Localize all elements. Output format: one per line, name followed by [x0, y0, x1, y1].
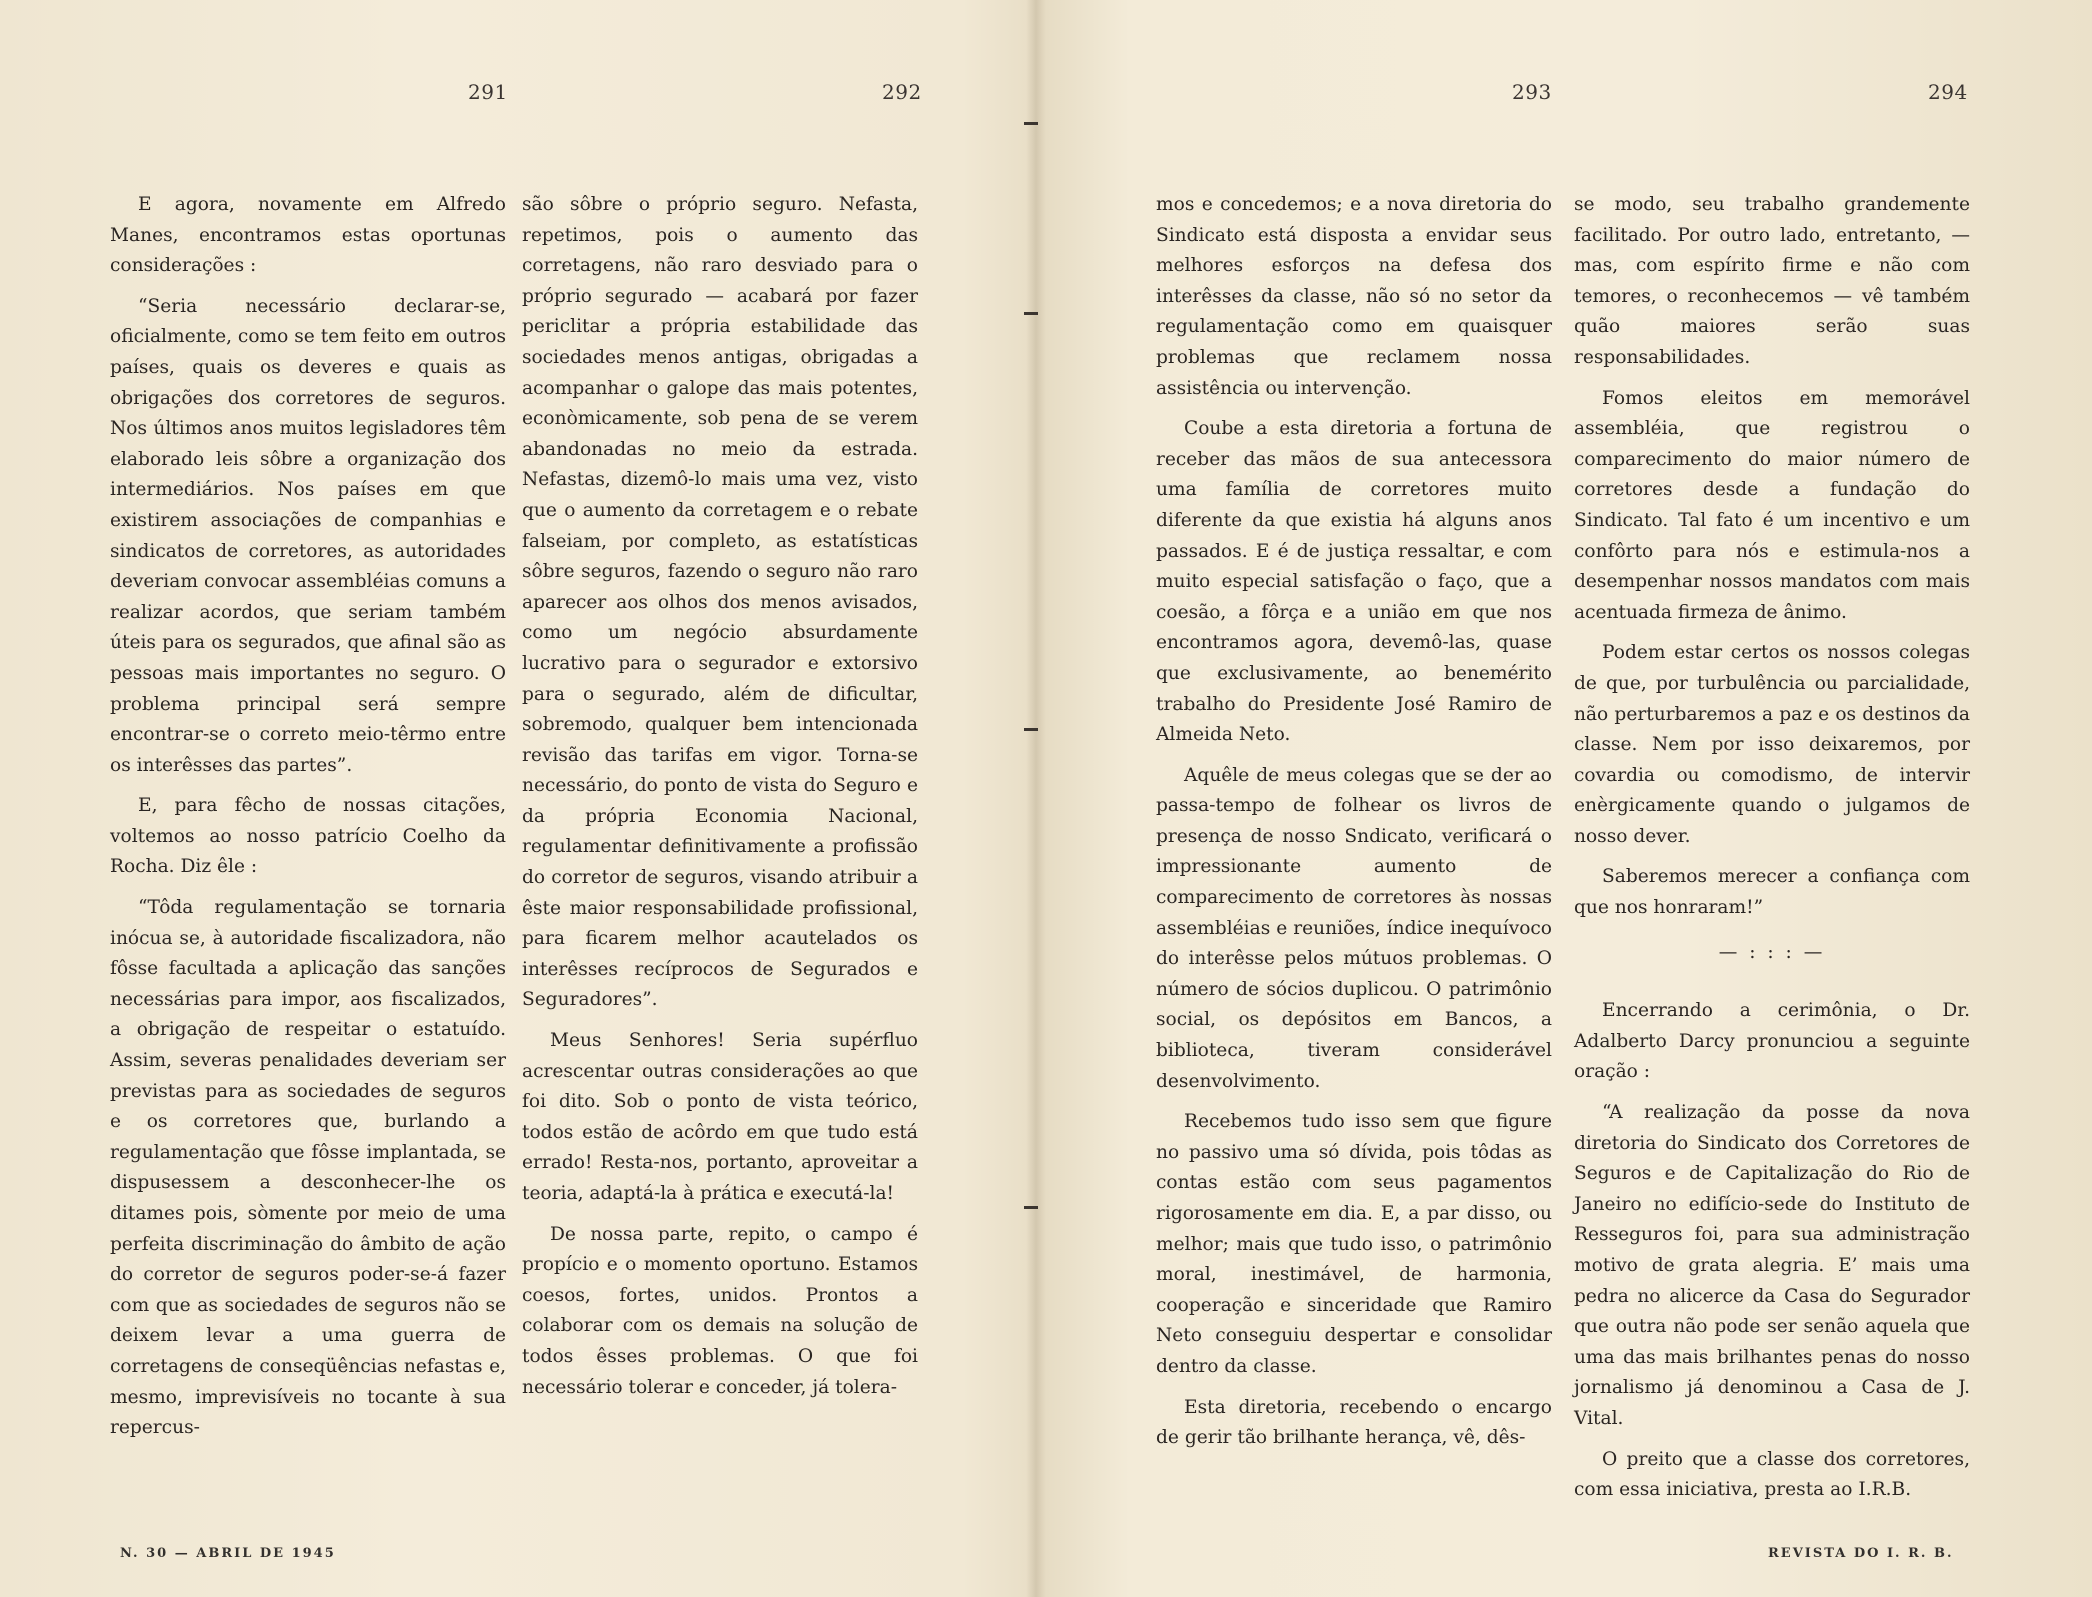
paragraph: “A realização da posse da nova diretoria do Sindicato dos Corretores de Seguros e de Capitalização do Rio de Janeiro no edifício-sede do Instituto de Resseguros foi, para sua administração motivo de grata alegria. E’ mais uma pedra no alicerce da Casa do Segurador que outra não pode ser senão aquela que uma das mais brilhantes penas do nosso jornalismo já denominou a Casa de J. Vital. [1574, 1102, 1970, 1429]
page-gutter [1026, 0, 1046, 1597]
paragraph: se modo, seu trabalho grandemente facilitado. Por outro lado, entretanto, — mas, com espírito firme e não com temores, o reconhecemos — vê também quão maiores serão suas responsabilidades. [1574, 194, 1970, 368]
paragraph: Podem estar certos os nossos colegas de que, por turbulência ou parcialidade, não perturbaremos a paz e os destinos da classe. Nem por isso deixaremos, por covardia ou comodismo, de intervir enèrgicamente quando o julgamos de nosso dever. [1574, 642, 1970, 847]
text-column-1 [110, 190, 506, 1454]
paragraph: Encerrando a cerimônia, o Dr. Adalberto Darcy pronunciou a seguinte oração : [1574, 1000, 1970, 1083]
paragraph: Fomos eleitos em memorável assembléia, que registrou o comparecimento do maior número de corretores desde a fundação do Sindicato. Tal fato é um incentivo e um confôrto para nós e estimula-nos a desempenhar nossos mandatos com mais acentuada firmeza de ânimo. [1574, 387, 1970, 623]
paragraph: Aquêle de meus colegas que se der ao passa-tempo de folhear os livros de presença de nosso Sndicato, verificará o impressionante aumento de comparecimento de corretores às nossas assembléias e reuniões, índice inequívoco do interêsse pelos mútuos problemas. O número de sócios duplicou. O patrimônio social, os depósitos em Bancos, a biblioteca, tiveram considerável desenvolvimento. [1156, 764, 1552, 1092]
footer-issue: N. 30 — ABRIL DE 1945 [120, 1546, 336, 1561]
margin-mark [1024, 1206, 1038, 1209]
paragraph: são sôbre o próprio seguro. Nefasta, repetimos, pois o aumento das corretagens, não raro desviado para o próprio segurado — acabará por fazer periclitar a própria estabilidade das sociedades menos antigas, obrigadas a acompanhar o galope das mais potentes, econòmicamente, sob pena de se verem abandonadas no meio da estrada. Nefastas, dizemô-lo mais uma vez, visto que o aumento da corretagem e o rebate falseiam, por completo, as estatísticas sôbre seguros, fazendo o seguro não raro aparecer aos olhos dos menos avisados, como um negócio absurdamente lucrativo para o segurador e extorsivo para o segurado, além de dificultar, sobremodo, qualquer bem intencionada revisão das tarifas em vigor. Torna-se necessário, do ponto de vista do Seguro e da própria Economia Nacional, regulamentar definitivamente a profissão do corretor de seguros, visando atribuir a êste maior responsabilidade profissional, para ficarem melhor acautelados os interêsses recíprocos de Segurados e Seguradores”. [522, 194, 918, 1011]
margin-mark [1024, 312, 1038, 315]
paragraph: Saberemos merecer a confiança com que nos honraram!” [1574, 866, 1970, 919]
paragraph: Recebemos tudo isso sem que figure no passivo uma só dívida, pois tôdas as contas estão com seus pagamentos rigorosamente em dia. E, a par disso, ou melhor; mais que tudo isso, o patrimônio moral, inestimável, de harmonia, cooperação e sinceridade que Ramiro Neto conseguiu despertar e consolidar dentro da classe. [1156, 1111, 1552, 1377]
page-number-293: 293 [1512, 80, 1552, 104]
text-column-2 [522, 190, 918, 1413]
page-number-291: 291 [468, 80, 508, 104]
footer-publication: REVISTA DO I. R. B. [1768, 1546, 1954, 1561]
paragraph: “Tôda regulamentação se tornaria inócua se, à autoridade fiscalizadora, não fôsse facultada a aplicação das sanções necessárias para impor, aos fiscalizados, a obrigação de respeitar o estatuído. Assim, severas penalidades deveriam ser previstas para as sociedades de seguros e os corretores que, burlando a regulamentação que fôsse implantada, se dispusessem a desconhecer-lhe os ditames pois, sòmente por meio de uma perfeita discriminação do âmbito de ação do corretor de seguros poder-se-á fazer com que as sociedades de seguros não se deixem levar a uma guerra de corretagens de conseqüências nefastas e, mesmo, imprevisíveis no tocante à sua repercus- [110, 897, 506, 1439]
paragraph: “Seria necessário declarar-se, oficialmente, como se tem feito em outros países, quais os deveres e quais as obrigações dos corretores de seguros. Nos últimos anos muitos legisladores têm elaborado leis sôbre a organização dos intermediários. Nos países em que existirem associações de companhias e sindicatos de corretores, as autoridades deveriam convocar assembléias comuns a realizar acordos, que seriam também úteis para os segurados, que afinal são as pessoas mais importantes no seguro. O problema principal será sempre encontrar-se o correto meio-têrmo entre os interêsses das partes”. [110, 295, 506, 776]
paragraph: Meus Senhores! Seria supérfluo acrescentar outras considerações ao que foi dito. Sob o ponto de vista teórico, todos estão de acôrdo em que tudo está errado! Resta-nos, portanto, aproveitar a teoria, adaptá-la à prática e executá-la! [522, 1030, 918, 1204]
margin-mark [1024, 728, 1038, 731]
section-separator: — : : : — [1718, 941, 1826, 963]
paragraph: E, para fêcho de nossas citações, voltemos ao nosso patrício Coelho da Rocha. Diz êle : [110, 795, 506, 878]
paragraph: O preito que a classe dos corretores, com essa iniciativa, presta ao I.R.B. [1574, 1448, 1970, 1501]
page-number-294: 294 [1928, 80, 1968, 104]
paragraph: Coube a esta diretoria a fortuna de receber das mãos de sua antecessora uma família de corretores muito diferente da que existia há alguns anos passados. E é de justiça ressaltar, e com muito especial satisfação o faço, que a coesão, a fôrça e a união em que nos encontramos agora, devemô-las, quase que exclusivamente, ao benemérito trabalho do Presidente José Ramiro de Almeida Neto. [1156, 418, 1552, 746]
page-number-292: 292 [882, 80, 922, 104]
text-column-3 [1156, 190, 1552, 1464]
text-column-4 [1574, 190, 1970, 1516]
paragraph: Esta diretoria, recebendo o encargo de gerir tão brilhante herança, vê, dês- [1156, 1396, 1552, 1449]
paragraph: mos e concedemos; e a nova diretoria do Sindicato está disposta a envidar seus melhores esforços na defesa dos interêsses da classe, não só no setor da regulamentação como em quaisquer problemas que reclamem nossa assistência ou intervenção. [1156, 194, 1552, 399]
paragraph: De nossa parte, repito, o campo é propício e o momento oportuno. Estamos coesos, fortes, unidos. Prontos a colaborar com os demais na solução de todos êsses problemas. O que foi necessário tolerar e conceder, já tolera- [522, 1223, 918, 1398]
paragraph: E agora, novamente em Alfredo Manes, encontramos estas oportunas considerações : [110, 194, 506, 277]
margin-mark [1024, 122, 1038, 125]
